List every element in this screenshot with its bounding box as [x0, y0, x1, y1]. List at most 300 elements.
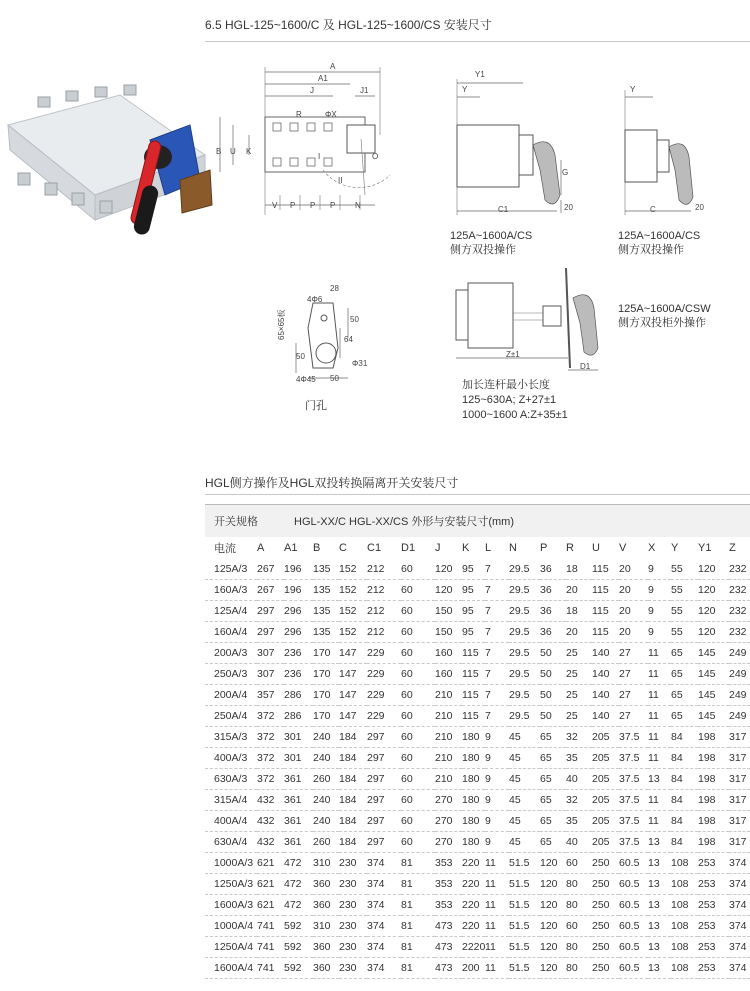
column-header: A	[257, 542, 265, 554]
table-cell: 220	[462, 878, 480, 890]
table-cell: 374	[367, 962, 385, 974]
row-current-cell: 1250A/3	[214, 878, 254, 890]
table-cell: 29.5	[509, 710, 530, 722]
table-cell: 13	[648, 920, 660, 932]
table-cell: 80	[566, 962, 578, 974]
table-cell: 27	[619, 710, 631, 722]
table-cell: 108	[671, 878, 689, 890]
table-cell: 432	[257, 836, 275, 848]
door-label-64: 64	[344, 335, 353, 344]
table-cell: 741	[257, 962, 275, 974]
door-hole-caption: 门孔	[305, 400, 327, 412]
row-current-cell: 160A/4	[214, 626, 248, 638]
dim-20b: 20	[695, 203, 704, 212]
table-cell: 372	[257, 752, 275, 764]
door-hole-drawing	[288, 288, 368, 383]
table-cell: 361	[284, 794, 302, 806]
dim-I: I	[318, 152, 321, 161]
dim-C1: C1	[498, 205, 509, 214]
table-cell: 95	[462, 626, 474, 638]
table-cell: 60	[401, 710, 413, 722]
table-cell: 11	[485, 899, 496, 911]
extension-note-line2: 125~630A; Z+27±1	[462, 394, 557, 406]
column-header: R	[566, 542, 574, 554]
row-current-cell: 250A/3	[214, 668, 248, 680]
column-header: B	[313, 542, 321, 554]
section-divider	[205, 41, 750, 42]
dim-G: G	[562, 168, 569, 177]
table-cell: 360	[313, 878, 331, 890]
table-cell: 250	[592, 857, 610, 869]
table-cell: 13	[648, 941, 660, 953]
row-current-cell: 160A/3	[214, 584, 248, 596]
caption-csw-line2: 侧方双投柜外操作	[618, 317, 706, 329]
table-cell: 60	[401, 836, 413, 848]
table-cell: 55	[671, 584, 683, 596]
table-cell: 270	[435, 836, 453, 848]
door-label-4phi45: 4Φ45	[296, 375, 316, 384]
door-label-4phi6: 4Φ6	[307, 295, 323, 304]
table-cell: 297	[367, 752, 385, 764]
table-cell: 11	[485, 878, 496, 890]
table-cell: 13	[648, 878, 660, 890]
table-cell: 240	[313, 752, 331, 764]
table-cell: 81	[401, 920, 413, 932]
table-cell: 741	[257, 941, 275, 953]
table-row	[205, 685, 750, 706]
table-cell: 45	[509, 752, 521, 764]
table-cell: 60	[401, 689, 413, 701]
table-cell: 120	[698, 605, 716, 617]
table-cell: 36	[540, 605, 552, 617]
caption-cs-single-line2: 侧方双投操作	[618, 244, 684, 256]
table-cell: 7	[485, 563, 491, 575]
table-cell: 374	[729, 857, 747, 869]
table-cell: 372	[257, 731, 275, 743]
table-cell: 361	[284, 773, 302, 785]
door-label-50a: 50	[350, 315, 359, 324]
dim-20a: 20	[564, 203, 573, 212]
row-current-cell: 630A/4	[214, 836, 248, 848]
table-cell: 84	[671, 731, 683, 743]
table-cell: 120	[698, 563, 716, 575]
table-cell: 198	[698, 836, 716, 848]
table-row	[205, 580, 750, 601]
table-cell: 120	[540, 941, 558, 953]
table-cell: 60	[401, 647, 413, 659]
table-cell: 184	[339, 815, 357, 827]
table-cell: 11	[648, 647, 659, 659]
table-cell: 29.5	[509, 647, 530, 659]
table-cell: 11	[648, 710, 659, 722]
column-header: D1	[401, 542, 416, 554]
table-cell: 36	[540, 626, 552, 638]
row-current-cell: 1600A/4	[214, 962, 254, 974]
table-cell: 32	[566, 794, 578, 806]
table-cell: 250	[592, 920, 610, 932]
table-cell: 145	[698, 647, 716, 659]
table-cell: 372	[257, 773, 275, 785]
dim-II: II	[338, 176, 343, 185]
table-cell: 621	[257, 857, 275, 869]
table-cell: 170	[313, 647, 331, 659]
table-cell: 196	[284, 584, 302, 596]
table-cell: 37.5	[619, 815, 640, 827]
table-cell: 108	[671, 941, 689, 953]
door-label-28: 28	[330, 284, 339, 293]
dimension-table-grid	[205, 537, 750, 979]
table-cell: 120	[698, 584, 716, 596]
table-cell: 60	[566, 920, 578, 932]
table-cell: 212	[367, 563, 385, 575]
table-cell: 260	[313, 773, 331, 785]
table-cell: 65	[671, 647, 683, 659]
table-row	[205, 874, 750, 895]
table-cell: 20	[566, 584, 578, 596]
table-cell: 108	[671, 857, 689, 869]
table-cell: 621	[257, 878, 275, 890]
table-cell: 170	[313, 668, 331, 680]
table-cell: 25	[566, 710, 578, 722]
table-cell: 84	[671, 773, 683, 785]
table-cell: 80	[566, 899, 578, 911]
table-cell: 210	[435, 773, 453, 785]
table-header-label: 开关规格	[214, 516, 258, 528]
table-cell: 145	[698, 689, 716, 701]
table-cell: 7	[485, 710, 491, 722]
table-cell: 29.5	[509, 605, 530, 617]
side-view-cs-single-drawing	[615, 75, 715, 215]
table-cell: 36	[540, 584, 552, 596]
table-cell: 50	[540, 668, 552, 680]
table-cell: 372	[257, 710, 275, 722]
table-cell: 9	[648, 563, 654, 575]
table-cell: 198	[698, 773, 716, 785]
table-cell: 65	[540, 773, 552, 785]
row-current-cell: 315A/4	[214, 794, 248, 806]
table-cell: 307	[257, 647, 275, 659]
table-cell: 60.5	[619, 857, 640, 869]
table-cell: 36	[540, 563, 552, 575]
table-cell: 360	[313, 941, 331, 953]
table-cell: 29.5	[509, 668, 530, 680]
table-cell: 50	[540, 647, 552, 659]
row-current-cell: 1250A/4	[214, 941, 254, 953]
table-cell: 229	[367, 668, 385, 680]
dim-P1: P	[290, 201, 296, 210]
table-cell: 60	[401, 626, 413, 638]
switch-product-photo	[0, 85, 215, 235]
table-cell: 84	[671, 794, 683, 806]
extension-note-line1: 加长连杆最小长度	[462, 379, 550, 391]
table-cell: 210	[435, 710, 453, 722]
column-header: C1	[367, 542, 382, 554]
table-column-header-row	[205, 537, 750, 559]
table-cell: 120	[540, 962, 558, 974]
table-cell: 230	[339, 878, 357, 890]
dim-Y-2: Y	[630, 85, 636, 94]
table-cell: 473	[435, 941, 453, 953]
table-cell: 9	[648, 584, 654, 596]
table-cell: 65	[671, 710, 683, 722]
table-cell: 250	[592, 962, 610, 974]
caption-csw-line1: 125A~1600A/CSW	[618, 303, 711, 315]
table-cell: 35	[566, 752, 578, 764]
table-cell: 45	[509, 836, 521, 848]
table-cell: 296	[284, 626, 302, 638]
dim-V: V	[272, 201, 278, 210]
table-cell: 240	[313, 731, 331, 743]
table-cell: 230	[339, 962, 357, 974]
table-cell: 152	[339, 605, 357, 617]
table-cell: 592	[284, 920, 302, 932]
table-cell: 135	[313, 605, 331, 617]
table-cell: 432	[257, 815, 275, 827]
table-cell: 250	[592, 878, 610, 890]
table-cell: 11	[648, 815, 659, 827]
dim-U: U	[230, 147, 236, 156]
table-cell: 11	[485, 857, 496, 869]
table-cell: 212	[367, 605, 385, 617]
table-cell: 353	[435, 878, 453, 890]
table-cell: 135	[313, 584, 331, 596]
table-cell: 140	[592, 710, 610, 722]
front-view-drawing	[215, 55, 385, 215]
table-cell: 180	[462, 836, 480, 848]
table-row	[205, 643, 750, 664]
table-cell: 229	[367, 689, 385, 701]
table-cell: 60	[401, 584, 413, 596]
door-label-50b: 50	[296, 352, 305, 361]
dim-A: A	[330, 62, 336, 71]
table-cell: 170	[313, 710, 331, 722]
table-cell: 473	[435, 920, 453, 932]
table-cell: 260	[313, 836, 331, 848]
table-cell: 286	[284, 689, 302, 701]
table-cell: 184	[339, 773, 357, 785]
table-cell: 160	[435, 647, 453, 659]
table-cell: 472	[284, 857, 302, 869]
table-cell: 11	[648, 668, 659, 680]
table-cell: 232	[729, 626, 747, 638]
table-cell: 51.5	[509, 920, 530, 932]
table-cell: 374	[367, 941, 385, 953]
table-cell: 184	[339, 731, 357, 743]
table-cell: 253	[698, 899, 716, 911]
row-current-cell: 400A/4	[214, 815, 248, 827]
table-cell: 198	[698, 752, 716, 764]
table-cell: 25	[566, 668, 578, 680]
table-cell: 9	[485, 794, 491, 806]
table-cell: 7	[485, 689, 491, 701]
table-row	[205, 706, 750, 727]
table-cell: 374	[367, 899, 385, 911]
dim-D1: D1	[580, 362, 591, 371]
table-cell: 297	[367, 836, 385, 848]
table-cell: 297	[257, 626, 275, 638]
table-cell: 108	[671, 962, 689, 974]
table-cell: 120	[435, 563, 453, 575]
side-view-cs-drawing	[445, 75, 580, 215]
row-current-cell: 200A/3	[214, 647, 248, 659]
table-cell: 20	[619, 584, 631, 596]
table-cell: 180	[462, 815, 480, 827]
table-row	[205, 601, 750, 622]
table-cell: 9	[648, 626, 654, 638]
caption-cs-single-line1: 125A~1600A/CS	[618, 230, 701, 242]
table-cell: 60	[401, 752, 413, 764]
table-cell: 60	[401, 605, 413, 617]
table-cell: 147	[339, 710, 357, 722]
table-cell: 184	[339, 794, 357, 806]
row-current-cell: 315A/3	[214, 731, 248, 743]
table-cell: 20	[619, 563, 631, 575]
table-cell: 267	[257, 584, 275, 596]
column-header: P	[540, 542, 548, 554]
table-cell: 145	[698, 710, 716, 722]
door-label-plate: 65×65板	[277, 309, 286, 340]
table-cell: 108	[671, 920, 689, 932]
table-cell: 120	[540, 857, 558, 869]
table-cell: 180	[462, 794, 480, 806]
table-cell: 150	[435, 605, 453, 617]
table-cell: 253	[698, 941, 716, 953]
table-cell: 140	[592, 689, 610, 701]
table-cell: 205	[592, 731, 610, 743]
table-cell: 18	[566, 563, 578, 575]
table-cell: 20	[619, 626, 631, 638]
table-cell: 212	[367, 626, 385, 638]
table-cell: 60	[401, 773, 413, 785]
table-cell: 267	[257, 563, 275, 575]
door-label-50c: 50	[330, 374, 339, 383]
table-cell: 253	[698, 878, 716, 890]
table-cell: 115	[592, 563, 609, 575]
column-header: X	[648, 542, 656, 554]
dim-Y: Y	[462, 85, 468, 94]
table-cell: 25	[566, 647, 578, 659]
table-cell: 229	[367, 710, 385, 722]
column-header: Y	[671, 542, 679, 554]
table-cell: 81	[401, 857, 413, 869]
table-row	[205, 559, 750, 580]
dim-O: O	[372, 152, 379, 161]
table-cell: 120	[540, 899, 558, 911]
table-cell: 374	[367, 857, 385, 869]
table-cell: 360	[313, 962, 331, 974]
table-cell: 120	[540, 878, 558, 890]
door-label-phi31: Φ31	[352, 359, 368, 368]
table-cell: 152	[339, 584, 357, 596]
table-cell: 250	[592, 941, 610, 953]
table-cell: 317	[729, 731, 747, 743]
table-cell: 9	[485, 731, 491, 743]
table-cell: 180	[462, 773, 480, 785]
table-cell: 230	[339, 920, 357, 932]
dim-N: N	[355, 201, 361, 210]
table-cell: 20	[619, 605, 631, 617]
table-cell: 7	[485, 626, 491, 638]
table-row	[205, 853, 750, 874]
column-header: V	[619, 542, 627, 554]
table-cell: 310	[313, 857, 331, 869]
table-cell: 205	[592, 794, 610, 806]
table-cell: 232	[729, 584, 747, 596]
table-cell: 13	[648, 857, 660, 869]
table-cell: 236	[284, 668, 302, 680]
table-cell: 310	[313, 920, 331, 932]
extension-note-line3: 1000~1600 A:Z+35±1	[462, 409, 568, 421]
table-row	[205, 790, 750, 811]
table-header-band	[205, 504, 750, 537]
section-title: 6.5 HGL-125~1600/C 及 HGL-125~1600/CS 安装尺寸	[205, 18, 492, 32]
row-current-cell: 125A/4	[214, 605, 248, 617]
table-cell: 230	[339, 941, 357, 953]
table-cell: 50	[540, 689, 552, 701]
table-cell: 115	[462, 647, 479, 659]
table-row	[205, 748, 750, 769]
table-cell: 150	[435, 626, 453, 638]
table-cell: 13	[648, 899, 660, 911]
table-cell: 25	[566, 689, 578, 701]
table-cell: 37.5	[619, 794, 640, 806]
table-cell: 65	[540, 731, 552, 743]
dim-K: K	[246, 147, 252, 156]
table-cell: 230	[339, 899, 357, 911]
column-header: 电流	[214, 543, 236, 555]
table-cell: 147	[339, 668, 357, 680]
dim-phiX: ΦX	[325, 110, 337, 119]
table-cell: 145	[698, 668, 716, 680]
row-current-cell: 630A/3	[214, 773, 248, 785]
table-row	[205, 916, 750, 937]
table-cell: 13	[648, 962, 660, 974]
table-cell: 60	[401, 794, 413, 806]
table-cell: 60.5	[619, 941, 640, 953]
table-cell: 9	[485, 773, 491, 785]
table-cell: 7	[485, 668, 491, 680]
table-cell: 361	[284, 815, 302, 827]
table-cell: 13	[648, 773, 660, 785]
table-cell: 81	[401, 899, 413, 911]
table-cell: 95	[462, 584, 474, 596]
table-cell: 51.5	[509, 962, 530, 974]
table-cell: 115	[592, 626, 609, 638]
table-cell: 196	[284, 563, 302, 575]
dim-P3: P	[330, 201, 336, 210]
table-cell: 40	[566, 773, 578, 785]
table-cell: 249	[729, 689, 747, 701]
table-cell: 135	[313, 626, 331, 638]
dim-Y1: Y1	[475, 70, 485, 79]
table-cell: 120	[698, 626, 716, 638]
table-cell: 212	[367, 584, 385, 596]
table-cell: 9	[485, 752, 491, 764]
table-cell: 27	[619, 668, 631, 680]
table-row	[205, 895, 750, 916]
table-cell: 120	[435, 584, 453, 596]
table-cell: 60	[401, 668, 413, 680]
table-cell: 80	[566, 941, 578, 953]
table-row	[205, 769, 750, 790]
table-cell: 592	[284, 962, 302, 974]
dim-B: B	[216, 147, 222, 156]
table-cell: 240	[313, 815, 331, 827]
table-cell: 60	[401, 815, 413, 827]
table-row	[205, 811, 750, 832]
table-cell: 249	[729, 668, 747, 680]
table-cell: 50	[540, 710, 552, 722]
